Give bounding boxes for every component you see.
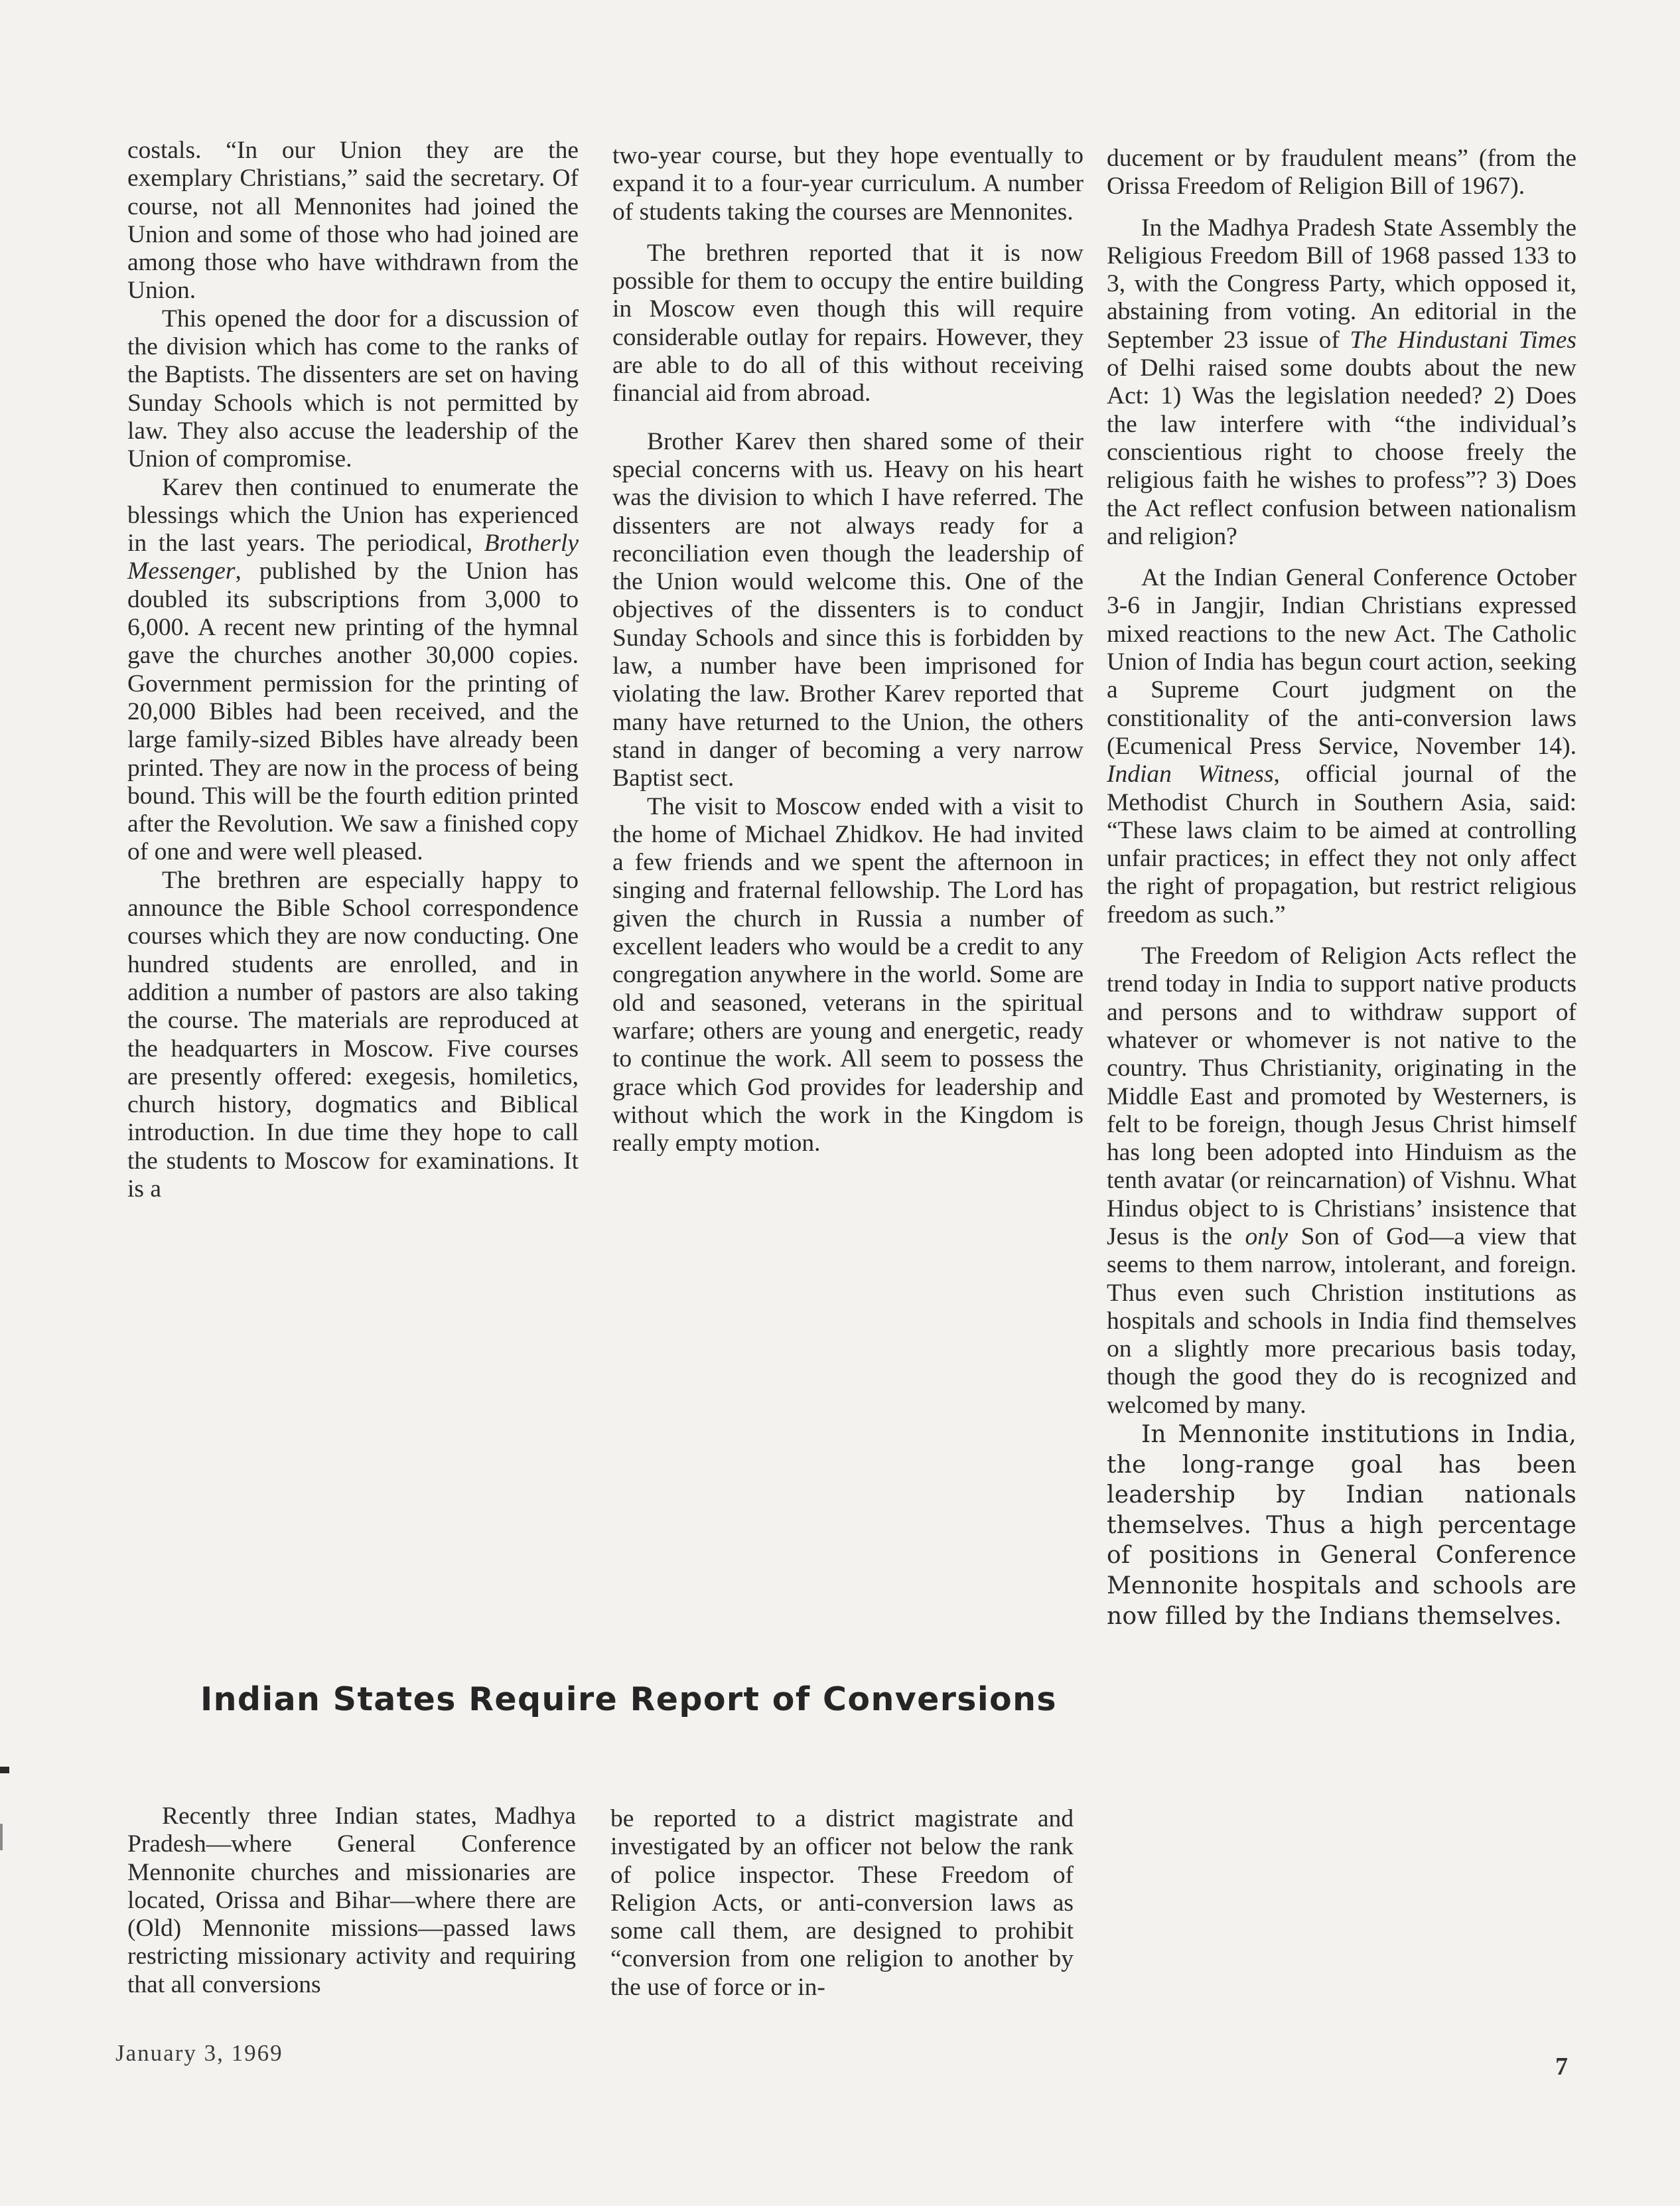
paragraph: Brother Karev then shared some of their special concerns with us. Heavy on his heart was the division to which I have referred. The dissenters are not always ready for a reconciliation even though the leadership of the Union would welcome this. One of the objectives of the dissenters is to conduct Sunday Schools and since this is forbidden by law, a number have been imprisoned for violating the law. Brother Karev reported that many have returned to the Union, the others stand in danger of becoming a very narrow Baptist sect.: [612, 427, 1084, 792]
article-column-bottom-1: [127, 1802, 576, 1999]
paragraph: The Freedom of Religion Acts reflect the trend today in India to support native products and persons and to withdraw support of whatever or whomever is not native to the country. Thus Christianity, originating in the Middle East and promoted by Westerners, is felt to be foreign, though Jesus Christ himself has long been adopted into Hinduism as the tenth avatar (or reincarnation) of Vishnu. What Hindus object to is Christians’ insistence that Jesus is the only Son of God—a view that seems to them narrow, intolerant, and foreign. Thus even such Christion institutions as hospitals and schools in India find themselves on a slightly more precarious basis today, though the good they do is recognized and welcomed by many.: [1107, 942, 1577, 1419]
scan-edge-mark: [0, 1767, 9, 1773]
article-column-bottom-2: [610, 1805, 1074, 2002]
newspaper-title: The Hindustani Times: [1350, 326, 1576, 354]
paragraph: At the Indian General Conference October 3-6 in Jangjir, Indian Christians expressed mixed reactions to the new Act. The Catholic Union of India has begun court action, seeking a Supreme Court judgment on the constitionality of the anti-conversion laws (Ecumenical Press Service, November 14). Indian Witness, official journal of the Methodist Church in Southern Asia, said: “These laws claim to be aimed at controlling unfair practices; in effect they not only affect the right of propagation, but restrict religious freedom as such.”: [1107, 564, 1576, 928]
journal-title: Indian Witness: [1107, 761, 1274, 788]
paragraph: The brethren reported that it is now possible for them to occupy the entire building in Moscow even though this will require considerable outlay for repairs. However, they are able to do all of this without receiving financial aid from abroad.: [612, 239, 1084, 407]
paragraph: costals. “In our Union they are the exemplary Christians,” said the secretary. Of course, not all Mennonites had joined the Union and some of those who had joined are among those who have withdrawn from the Union.: [127, 137, 579, 305]
issue-date: January 3, 1969: [115, 2040, 283, 2066]
paragraph: two-year course, but they hope eventually to expand it to a four-year curriculum. A number of students taking the courses are Mennonites.: [612, 142, 1084, 226]
emphasis: only: [1245, 1222, 1289, 1250]
article-column-3: [1107, 145, 1576, 1631]
paragraph: This opened the door for a discussion of the division which has come to the ranks of the Baptists. The dissenters are set on having Sunday Schools which is not permitted by law. They also accuse the leadership of the Union of compromise.: [127, 305, 579, 473]
scan-edge-mark: [0, 1824, 3, 1850]
paragraph: The brethren are especially happy to announce the Bible School correspondence courses which they are now conducting. One hundred students are enrolled, and in addition a number of pastors are also taking the course. The materials are reproduced at the headquarters in Moscow. Five courses are presently offered: exegesis, homiletics, church history, dogmatics and Biblical introduction. In due time they hope to call the students to Moscow for examinations. It is a: [127, 866, 579, 1203]
article-headline: Indian States Require Report of Conversions: [200, 1680, 1057, 1718]
paragraph: Recently three Indian states, Madhya Pradesh—where General Conference Mennonite churches and missionaries are located, Orissa and Bihar—where there are (Old) Mennonite missions—passed laws restricting missionary activity and requiring that all conversions: [127, 1802, 576, 1998]
periodical-title: Brotherly Messenger: [127, 530, 579, 585]
article-column-1: [127, 137, 579, 1203]
page-number: 7: [1555, 2053, 1568, 2081]
paragraph: In Mennonite institutions in India, the long-range goal has been leadership by Indian nationals themselves. Thus a high percentage of positions in General Conference Mennonite hospitals and schools are now filled by the Indians themselves.: [1107, 1421, 1576, 1630]
paragraph: be reported to a district magistrate and investigated by an officer not below the rank of police inspector. These Freedom of Religion Acts, or anti-conversion laws as some call them, are designed to prohibit “conversion from one religion to another by the use of force or in-: [610, 1805, 1074, 2001]
paragraph: Karev then continued to enumerate the blessings which the Union has experienced in the last years. The periodical, Brotherly Messenger, published by the Union has doubled its subscriptions from 3,000 to 6,000. A recent new printing of the hymnal gave the churches another 30,000 copies. Government permission for the printing of 20,000 Bibles had been received, and the large family-sized Bibles have already been printed. They are now in the process of being bound. This will be the fourth edition printed after the Revolution. We saw a finished copy of one and were well pleased.: [127, 473, 579, 866]
paragraph: The visit to Moscow ended with a visit to the home of Michael Zhidkov. He had invited a few friends and we spent the afternoon in singing and fraternal fellowship. The Lord has given the church in Russia a number of excellent leaders who would be a credit to any congregation anywhere in the world. Some are old and seasoned, veterans in the spiritual warfare; others are young and energetic, ready to continue the work. All seem to possess the grace which God provides for leadership and without which the work in the Kingdom is really empty motion.: [612, 792, 1084, 1157]
paragraph: In the Madhya Pradesh State Assembly the Religious Freedom Bill of 1968 passed 133 to 3, with the Congress Party, which opposed it, abstaining from voting. An editorial in the September 23 issue of The Hindustani Times of Delhi raised some doubts about the new Act: 1) Was the legislation needed? 2) Does the law interfere with “the individual’s conscientious right to choose freely the religious faith he wishes to profess”? 3) Does the Act reflect confusion between nationalism and religion?: [1107, 214, 1576, 550]
article-column-2: [612, 142, 1084, 1157]
paragraph: ducement or by fraudulent means” (from the Orissa Freedom of Religion Bill of 1967).: [1107, 145, 1576, 200]
